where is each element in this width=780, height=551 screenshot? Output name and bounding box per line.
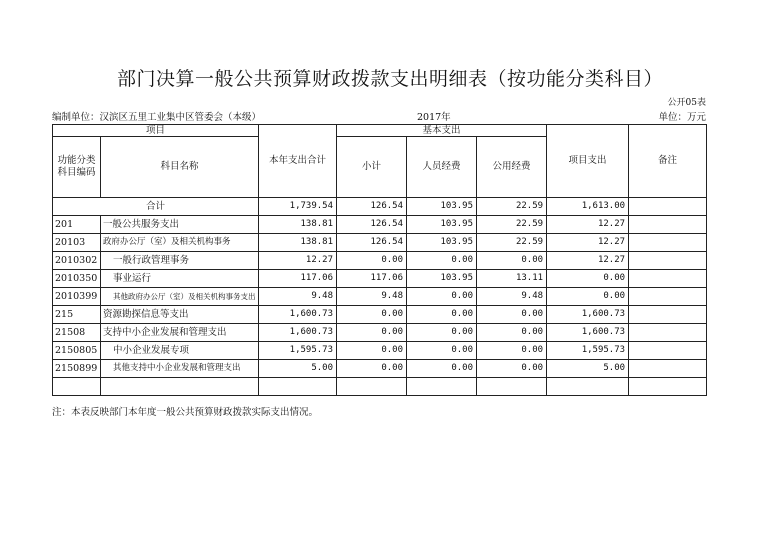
remark-cell (629, 216, 707, 234)
public-cell: 22.59 (477, 198, 547, 216)
remark-cell (629, 378, 707, 396)
project-cell: 0.00 (547, 288, 629, 306)
public-cell: 22.59 (477, 234, 547, 252)
project-cell: 1,595.73 (547, 342, 629, 360)
public-cell: 13.11 (477, 270, 547, 288)
project-cell: 5.00 (547, 360, 629, 378)
name-cell: 其他政府办公厅（室）及相关机构事务支出 (101, 288, 259, 306)
remark-cell (629, 234, 707, 252)
name-cell: 资源勘探信息等支出 (101, 306, 259, 324)
public-cell (477, 378, 547, 396)
total-cell: 1,595.73 (259, 342, 337, 360)
preparing-unit: 编制单位：汉滨区五里工业集中区管委会（本级） (52, 112, 262, 123)
total-label: 合计 (53, 198, 259, 216)
table-row-empty (53, 378, 707, 396)
project-cell: 12.27 (547, 252, 629, 270)
total-cell: 1,600.73 (259, 324, 337, 342)
remark-cell (629, 360, 707, 378)
public-cell: 0.00 (477, 306, 547, 324)
personnel-cell: 0.00 (407, 360, 477, 378)
public-cell: 0.00 (477, 324, 547, 342)
code-cell: 20103 (53, 234, 101, 252)
footnote: 注：本表反映部门本年度一般公共预算财政拨款实际支出情况。 (52, 407, 319, 418)
remark-cell (629, 252, 707, 270)
form-number: 公开05表 (667, 98, 706, 108)
table-row (53, 252, 707, 270)
total-cell: 5.00 (259, 360, 337, 378)
public-cell: 22.59 (477, 216, 547, 234)
table-row (53, 360, 707, 378)
personnel-cell: 0.00 (407, 342, 477, 360)
personnel-cell (407, 378, 477, 396)
personnel-cell: 0.00 (407, 252, 477, 270)
remark-cell (629, 324, 707, 342)
total-cell: 9.48 (259, 288, 337, 306)
total-cell: 12.27 (259, 252, 337, 270)
code-cell (53, 378, 101, 396)
subtotal-cell: 0.00 (337, 252, 407, 270)
report-meta (52, 109, 706, 123)
code-cell: 21508 (53, 324, 101, 342)
total-header: 本年支出合计 (259, 125, 337, 198)
public-cell: 0.00 (477, 252, 547, 270)
item-group-header: 项目 (53, 125, 259, 137)
subtotal-cell (337, 378, 407, 396)
name-cell: 支持中小企业发展和管理支出 (101, 324, 259, 342)
public-cell: 0.00 (477, 342, 547, 360)
public-cell: 9.48 (477, 288, 547, 306)
code-cell: 2010302 (53, 252, 101, 270)
personnel-cell: 103.95 (407, 198, 477, 216)
subtotal-cell: 0.00 (337, 306, 407, 324)
remark-cell (629, 306, 707, 324)
name-header: 科目名称 (101, 137, 259, 198)
subtotal-cell: 117.06 (337, 270, 407, 288)
public-cell: 0.00 (477, 360, 547, 378)
table-row (53, 306, 707, 324)
expenditure-table (52, 124, 707, 396)
name-cell: 事业运行 (101, 270, 259, 288)
subtotal-cell: 126.54 (337, 198, 407, 216)
total-row (53, 198, 707, 216)
code-cell: 201 (53, 216, 101, 234)
total-cell: 1,600.73 (259, 306, 337, 324)
name-cell: 政府办公厅（室）及相关机构事务 (101, 234, 259, 252)
remark-cell (629, 198, 707, 216)
personnel-cell: 0.00 (407, 306, 477, 324)
subtotal-cell: 0.00 (337, 360, 407, 378)
personnel-cell: 103.95 (407, 216, 477, 234)
table-row (53, 270, 707, 288)
table-row (53, 216, 707, 234)
name-cell: 中小企业发展专项 (101, 342, 259, 360)
project-cell: 1,600.73 (547, 324, 629, 342)
remark-cell (629, 270, 707, 288)
project-cell: 12.27 (547, 216, 629, 234)
code-cell: 2150899 (53, 360, 101, 378)
subtotal-cell: 0.00 (337, 342, 407, 360)
subtotal-cell: 126.54 (337, 216, 407, 234)
personnel-cell: 103.95 (407, 234, 477, 252)
basic-group-header: 基本支出 (337, 125, 547, 137)
subtotal-cell: 0.00 (337, 324, 407, 342)
total-cell: 138.81 (259, 234, 337, 252)
code-cell: 215 (53, 306, 101, 324)
code-cell: 2010350 (53, 270, 101, 288)
total-cell: 138.81 (259, 216, 337, 234)
name-cell (101, 378, 259, 396)
table-row (53, 288, 707, 306)
project-cell: 1,600.73 (547, 306, 629, 324)
subtotal-header: 小计 (337, 137, 407, 198)
project-header: 项目支出 (547, 125, 629, 198)
project-cell: 1,613.00 (547, 198, 629, 216)
header-row-group (53, 125, 707, 137)
project-cell (547, 378, 629, 396)
code-header: 功能分类科目编码 (53, 137, 101, 198)
table-row (53, 324, 707, 342)
total-cell (259, 378, 337, 396)
personnel-cell: 0.00 (407, 288, 477, 306)
name-cell: 一般公共服务支出 (101, 216, 259, 234)
public-header: 公用经费 (477, 137, 547, 198)
personnel-cell: 103.95 (407, 270, 477, 288)
report-title: 部门决算一般公共预算财政拨款支出明细表（按功能分类科目） (116, 68, 663, 90)
table-row (53, 234, 707, 252)
personnel-header: 人员经费 (407, 137, 477, 198)
remark-cell (629, 342, 707, 360)
report-year: 2017年 (417, 112, 451, 123)
name-cell: 其他支持中小企业发展和管理支出 (101, 360, 259, 378)
subtotal-cell: 9.48 (337, 288, 407, 306)
personnel-cell: 0.00 (407, 324, 477, 342)
total-cell: 1,739.54 (259, 198, 337, 216)
subtotal-cell: 126.54 (337, 234, 407, 252)
code-cell: 2150805 (53, 342, 101, 360)
money-unit: 单位：万元 (658, 112, 706, 123)
project-cell: 12.27 (547, 234, 629, 252)
total-cell: 117.06 (259, 270, 337, 288)
remark-cell (629, 288, 707, 306)
code-cell: 2010399 (53, 288, 101, 306)
table-row (53, 342, 707, 360)
project-cell: 0.00 (547, 270, 629, 288)
name-cell: 一般行政管理事务 (101, 252, 259, 270)
remark-header: 备注 (629, 125, 707, 198)
